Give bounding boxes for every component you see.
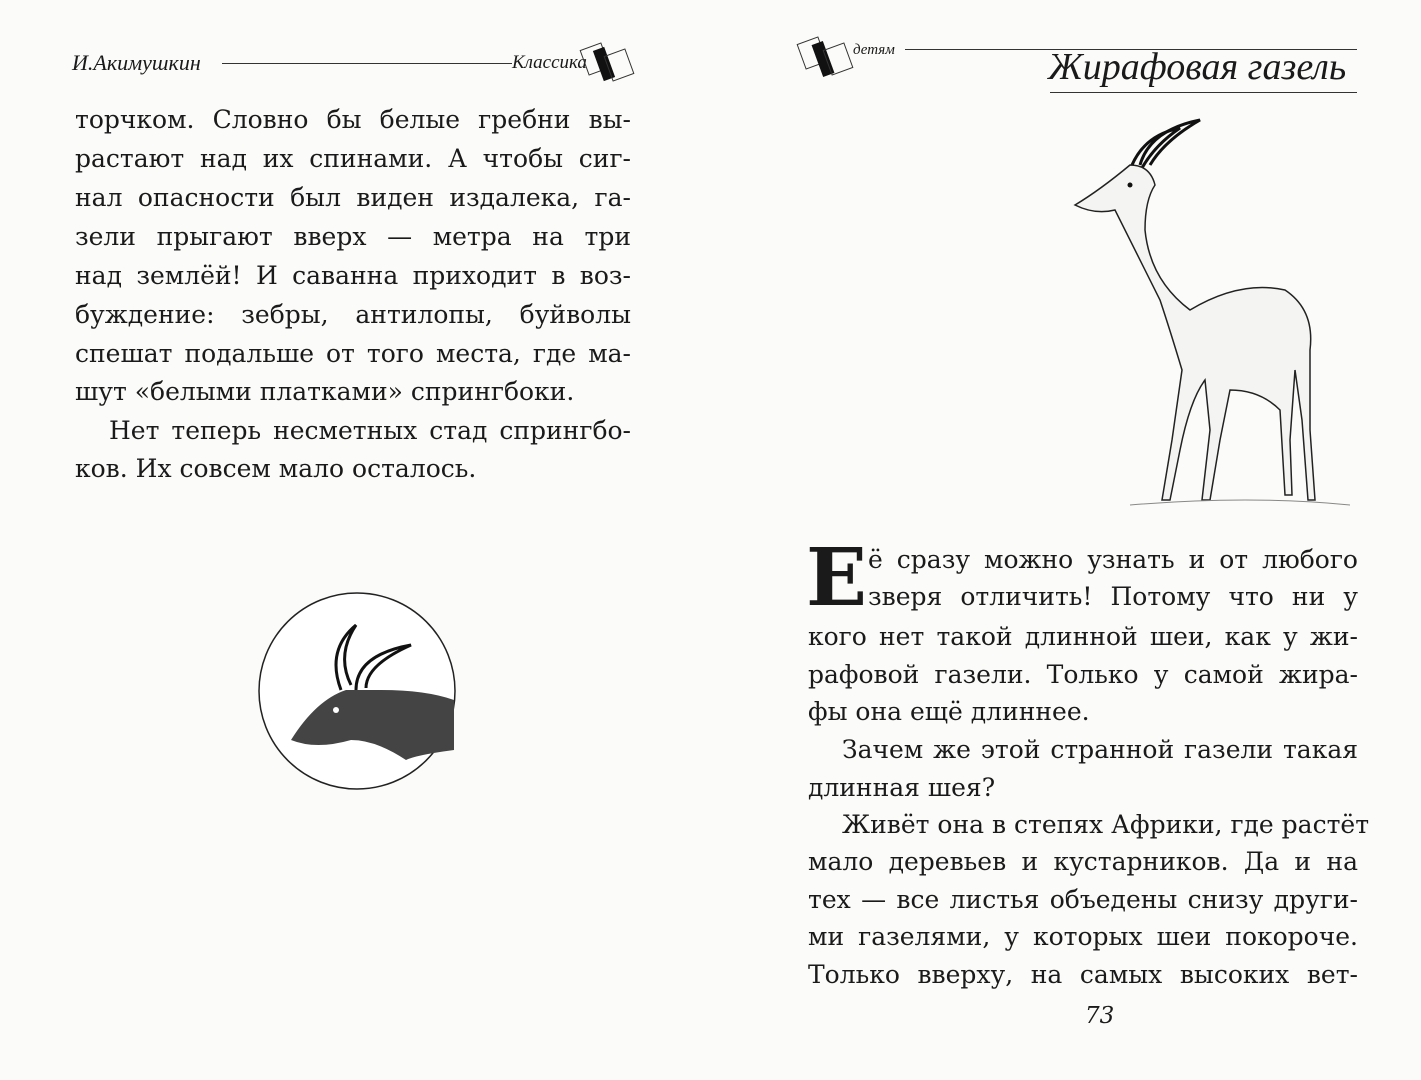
text-line: мало деревьев и кустарников. Да и на <box>808 847 1358 876</box>
text-line: длинная шея? <box>808 773 996 802</box>
text-line: Зачем же этой странной газели такая <box>842 735 1358 764</box>
text-line: Только вверху, на самых высоких вет- <box>808 960 1358 989</box>
text-line: ков. Их совсем мало осталось. <box>75 454 477 483</box>
text-line: торчком. Словно бы белые гребни вы- <box>75 105 631 134</box>
header-series-left: Классика <box>512 52 587 73</box>
drop-cap: Е <box>806 530 867 624</box>
text-line: фы она ещё длиннее. <box>808 697 1090 726</box>
text-line: рафовой газели. Только у самой жира- <box>808 660 1358 689</box>
text-line: Нет теперь несметных стад спрингбо- <box>109 416 631 445</box>
text-line: спешат подальше от того места, где ма- <box>75 339 631 368</box>
text-line: растают над их спинами. А чтобы сиг- <box>75 144 631 173</box>
title-underline <box>1050 92 1357 93</box>
chapter-title: Жирафовая газель <box>1048 46 1347 88</box>
text-line: зели прыгают вверх — метра на три <box>75 222 631 251</box>
header-author: И.Акимушкин <box>72 50 201 75</box>
text-line: шут «белыми платками» спрингбоки. <box>75 377 575 406</box>
text-line: буждение: зебры, антилопы, буйволы <box>75 300 631 329</box>
giraffe-gazelle-illustration <box>1070 110 1350 520</box>
text-line: Живёт она в степях Африки, где растёт <box>842 810 1370 839</box>
text-line: над землёй! И саванна приходит в воз- <box>75 261 631 290</box>
series-logo-icon <box>572 40 642 90</box>
text-line: тех — все листья объедены снизу други- <box>808 885 1358 914</box>
text-line: кого нет такой длинной шеи, как у жи- <box>808 622 1358 651</box>
gazelle-head-illustration <box>256 590 458 792</box>
text-line: ё сразу можно узнать и от любого <box>868 545 1358 574</box>
series-logo-icon <box>793 32 863 87</box>
header-rule-left <box>222 63 512 64</box>
text-line: зверя отличить! Потому что ни у <box>868 582 1358 611</box>
text-line: ми газелями, у которых шеи покороче. <box>808 922 1358 951</box>
text-line: нал опасности был виден издалека, га- <box>75 183 631 212</box>
page-number: 73 <box>1085 1003 1115 1029</box>
header-series-right: детям <box>853 42 895 58</box>
